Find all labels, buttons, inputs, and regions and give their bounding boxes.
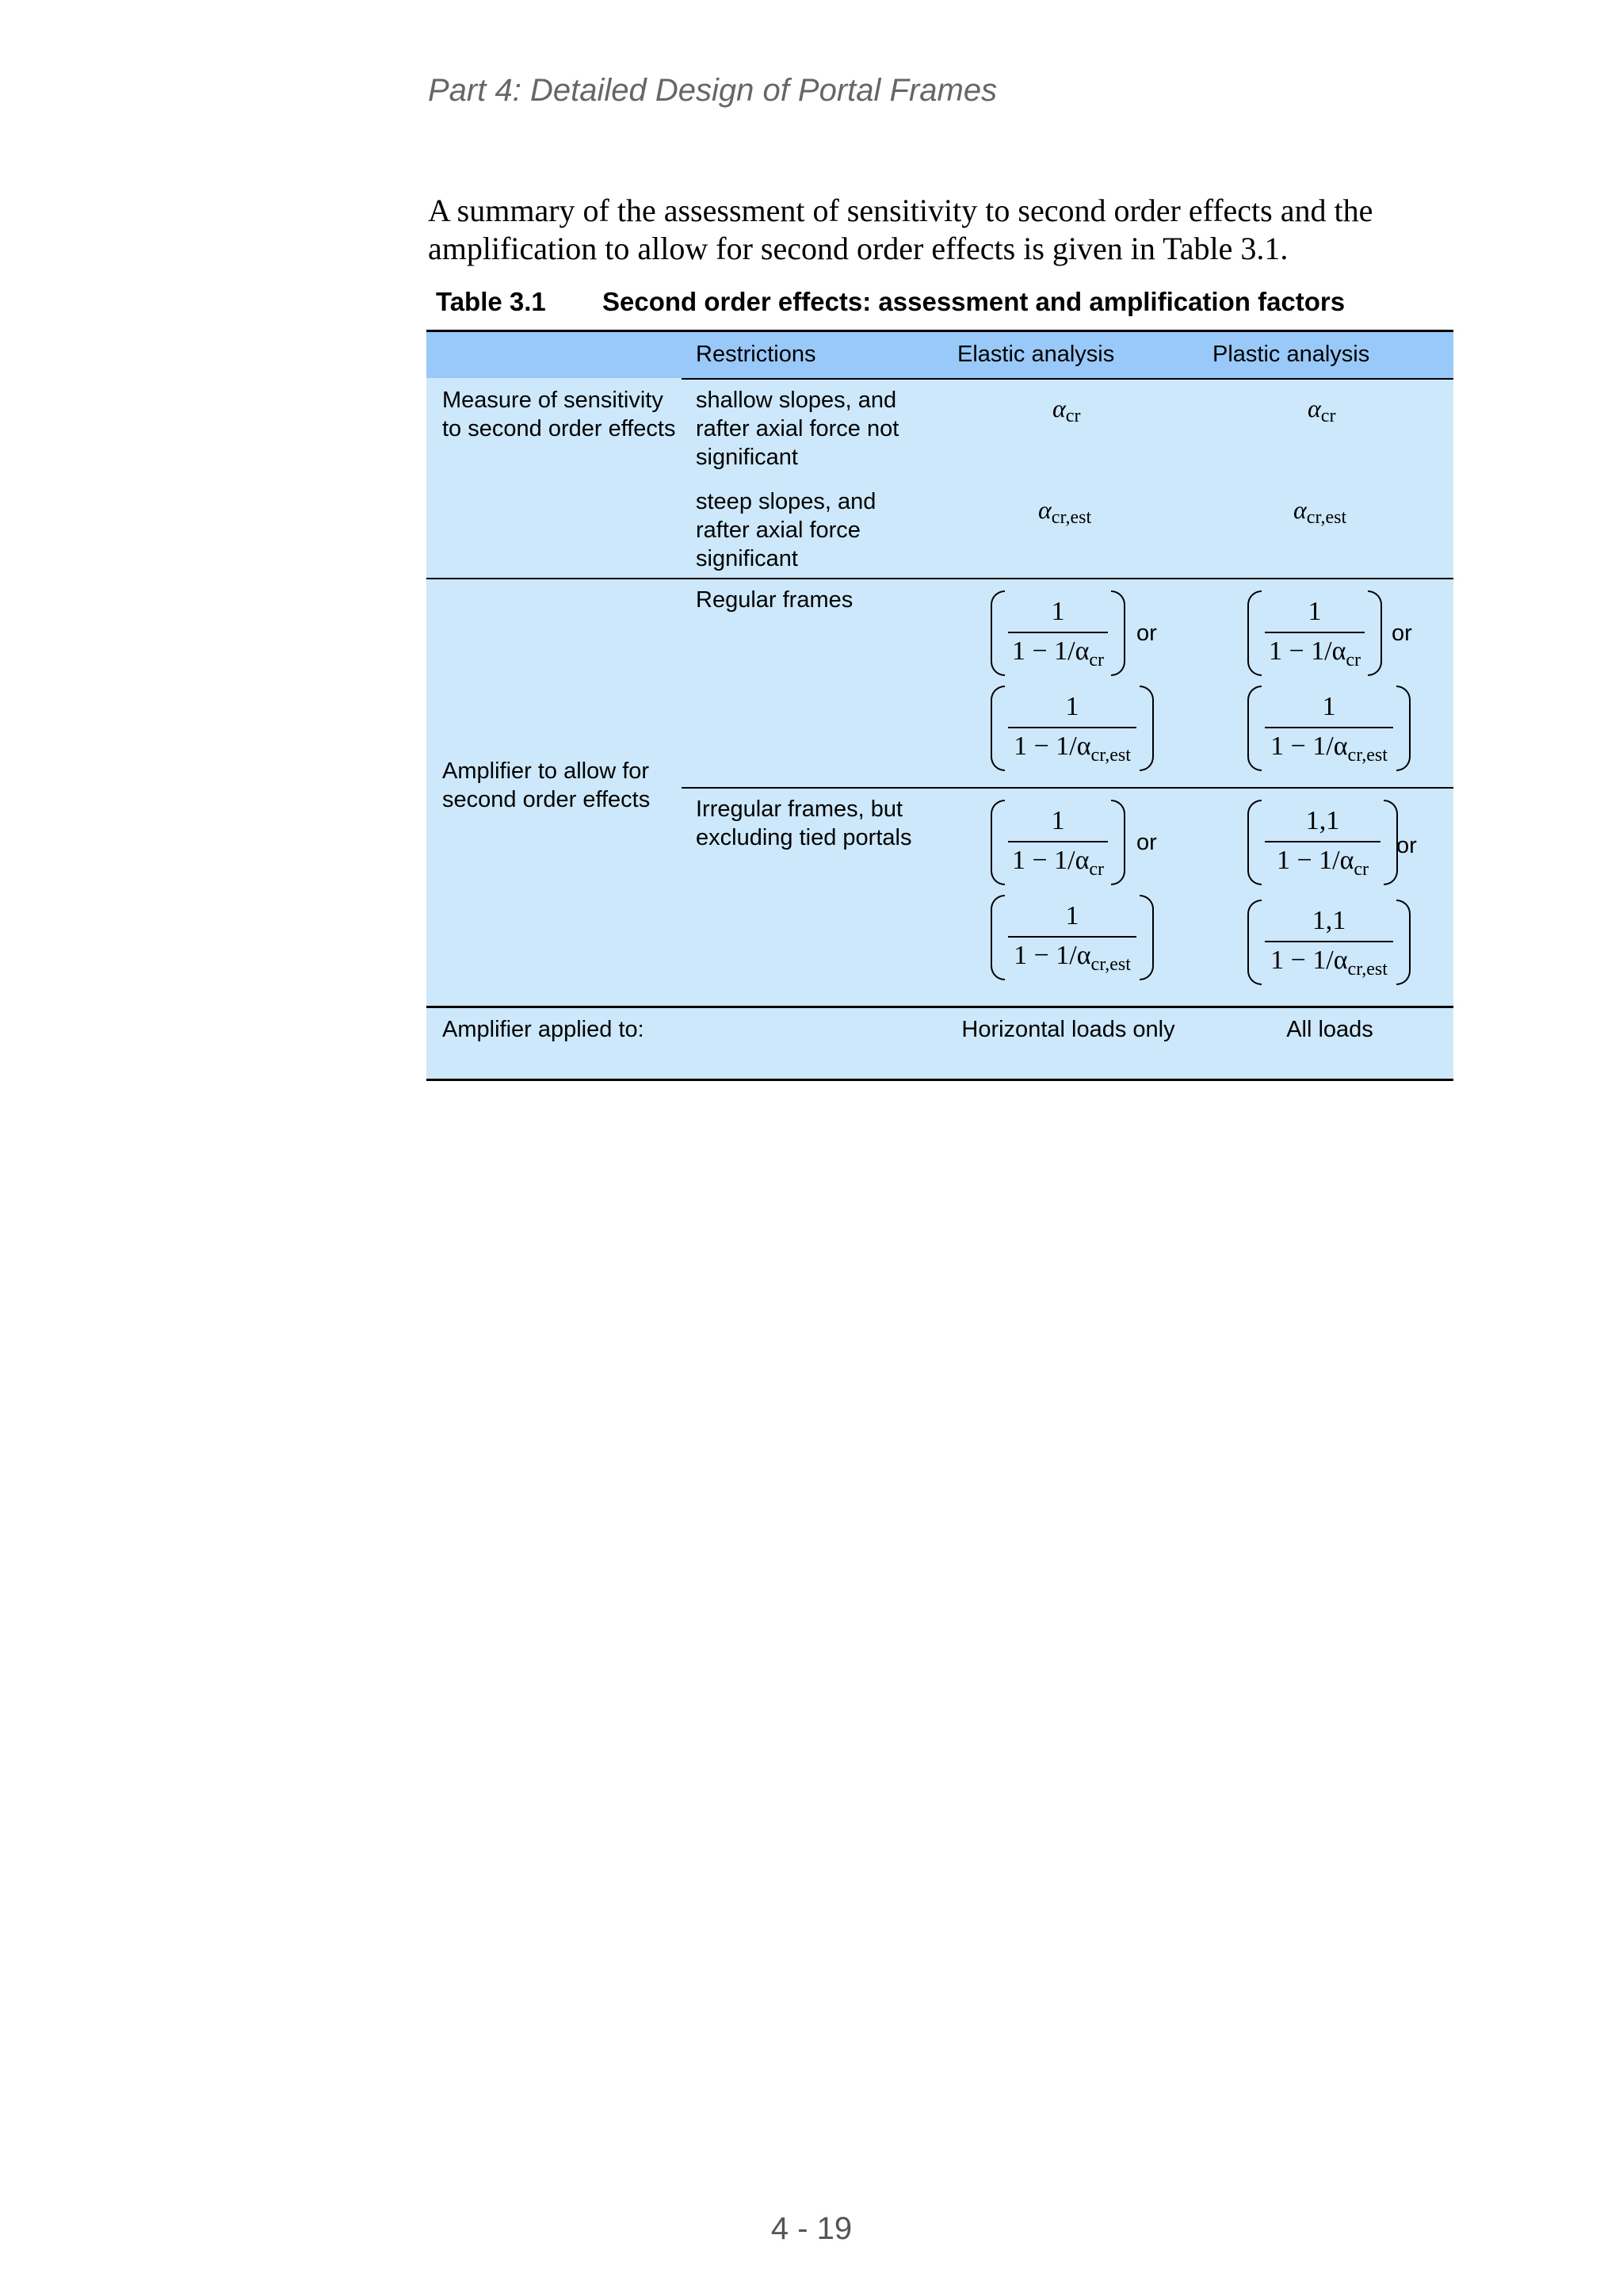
or-irregular-elastic: or [1136,830,1157,855]
amplifier-irregular-plastic-cr: 1,1 $1 - 1/\alpha_{cr}$ [1247,800,1398,888]
row-divider-regular-irregular [682,787,1453,789]
alpha-cr-elastic: $\alpha_{cr}$ [1052,394,1081,426]
alpha-cr-est-elastic: $\alpha_{cr,est}$ [1038,495,1092,528]
alpha-cr-est-plastic: $\alpha_{cr,est}$ [1293,495,1347,528]
or-regular-plastic: or [1392,621,1412,646]
restriction-shallow: shallow slopes, and rafter axial force not significant [696,388,899,470]
row-divider-2 [426,1006,1453,1008]
amplifier-irregular-elastic-cr: 1 $1 - 1/\alpha_{cr}$ [991,800,1125,888]
page-number: 4 - 19 [770,2211,853,2246]
second-order-effects-table [426,330,1453,1081]
row-label-applied: Amplifier applied to: [442,1017,644,1042]
amplifier-irregular-plastic-cr-est: 1,1 $1 - 1/\alpha_{cr,est}$ [1247,900,1411,988]
amplifier-regular-elastic-cr-est: 1 $1 - 1/\alpha_{cr,est}$ [991,686,1154,774]
or-regular-elastic: or [1136,621,1157,646]
row-label-amplifier: Amplifier to allow for second order effects [442,758,651,812]
applied-elastic: Horizontal loads only [961,1017,1175,1042]
amplifier-irregular-elastic-cr-est: 1 $1 - 1/\alpha_{cr,est}$ [991,895,1154,984]
intro-paragraph: A summary of the assessment of sensitivity to second order effects and the amplification to allow for second order effects is given in Table 3.1. [428,193,1373,266]
col-header-elastic: Elastic analysis [957,342,1115,367]
restriction-irregular: Irregular frames, but excluding tied portals [696,797,912,850]
restriction-regular: Regular frames [696,587,854,613]
applied-plastic: All loads [1286,1017,1373,1042]
running-header: Part 4: Detailed Design of Portal Frames [428,73,998,108]
alpha-cr-plastic: $\alpha_{cr}$ [1308,394,1336,426]
restriction-steep: steep slopes, and rafter axial force significant [696,489,876,571]
amplifier-regular-elastic-cr: 1 $1 - 1/\alpha_{cr}$ [991,590,1125,679]
amplifier-regular-plastic-cr: 1 $1 - 1/\alpha_{cr}$ [1247,590,1382,679]
row-divider-1 [426,578,1453,579]
table-number: Table 3.1 [436,287,546,316]
header-underline [682,378,1453,380]
col-header-plastic: Plastic analysis [1212,342,1370,367]
row-label-measure: Measure of sensitivity to second order effects [442,388,676,441]
col-header-restrictions: Restrictions [696,342,816,367]
table-caption [436,287,1346,317]
table-title: Second order effects: assessment and amplification factors [602,287,1346,316]
or-irregular-plastic: or [1396,833,1417,858]
amplifier-regular-plastic-cr-est: 1 $1 - 1/\alpha_{cr,est}$ [1247,686,1411,774]
